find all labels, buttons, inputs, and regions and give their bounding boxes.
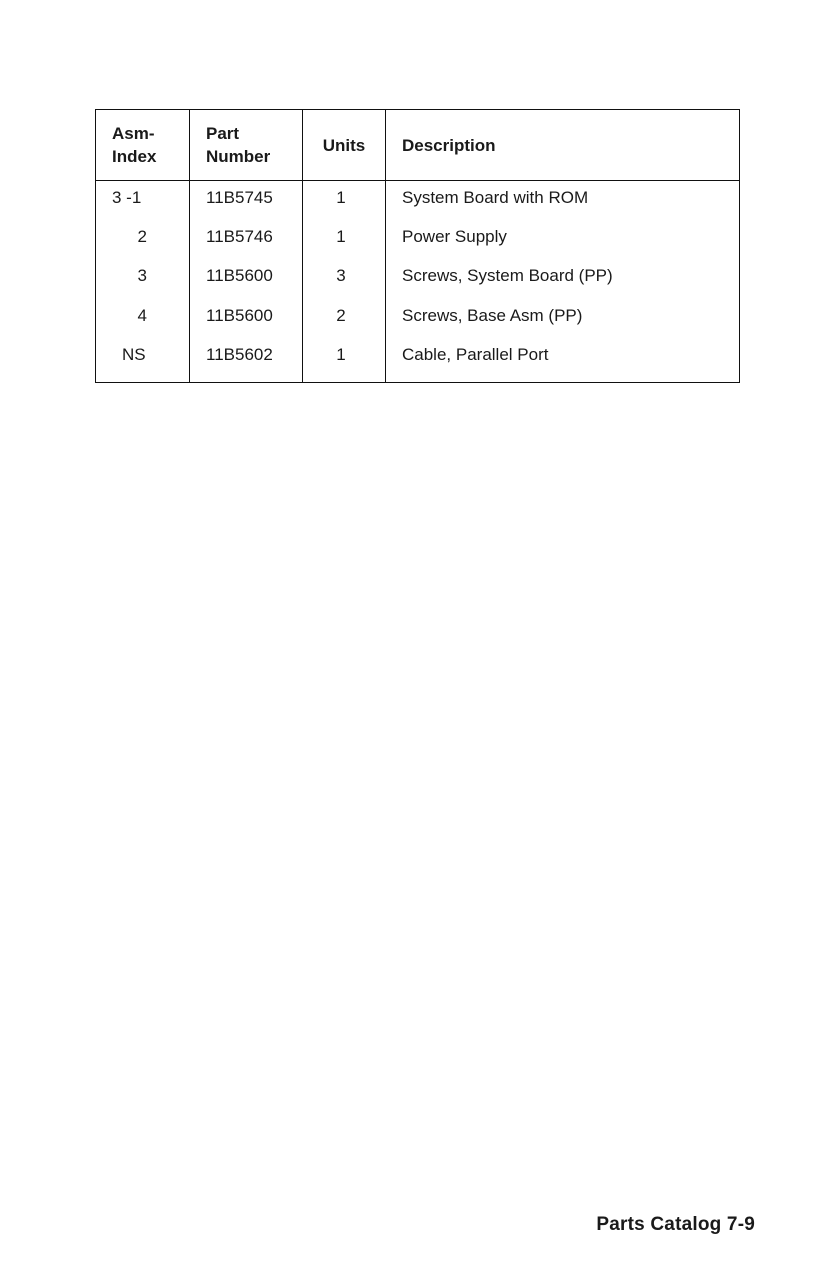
header-part-number: Part Number — [190, 110, 303, 181]
cell-asm-index: 3 — [96, 266, 190, 306]
cell-description: Screws, Base Asm (PP) — [402, 305, 583, 325]
cell-part-number: 11B5600 — [190, 266, 303, 306]
table-row — [96, 306, 740, 346]
cell-units: 1 — [303, 345, 386, 382]
cell-units: 1 — [303, 227, 386, 267]
cell-asm-index: NS — [96, 345, 190, 382]
cell-description: Cable, Parallel Port — [402, 345, 549, 364]
cell-part-number: 11B5745 — [190, 181, 303, 227]
header-asm-index: Asm- Index — [96, 110, 190, 181]
cell-part-number: 11B5746 — [190, 227, 303, 267]
cell-part-number: 11B5602 — [190, 345, 303, 382]
cell-asm-index: 4 — [96, 306, 190, 346]
cell-part-number: 11B5600 — [190, 306, 303, 346]
cell-units: 2 — [303, 306, 386, 346]
cell-units: 1 — [303, 181, 386, 227]
page-footer: Parts Catalog 7-9 — [596, 1214, 755, 1235]
cell-units: 3 — [303, 266, 386, 306]
table-row — [96, 227, 740, 267]
cell-asm-index: 3 -1 — [96, 181, 190, 227]
cell-asm-index: 2 — [96, 227, 190, 267]
table-row — [96, 181, 740, 227]
parts-table — [95, 109, 740, 383]
table-row — [96, 266, 740, 306]
table-header-row — [96, 110, 740, 181]
header-description: Description — [386, 110, 740, 181]
cell-description: Power Supply — [402, 226, 507, 246]
cell-description: System Board with ROM — [402, 188, 589, 207]
header-units: Units — [303, 110, 386, 181]
table-row — [96, 345, 740, 382]
cell-description: Screws, System Board (PP) — [402, 266, 613, 285]
